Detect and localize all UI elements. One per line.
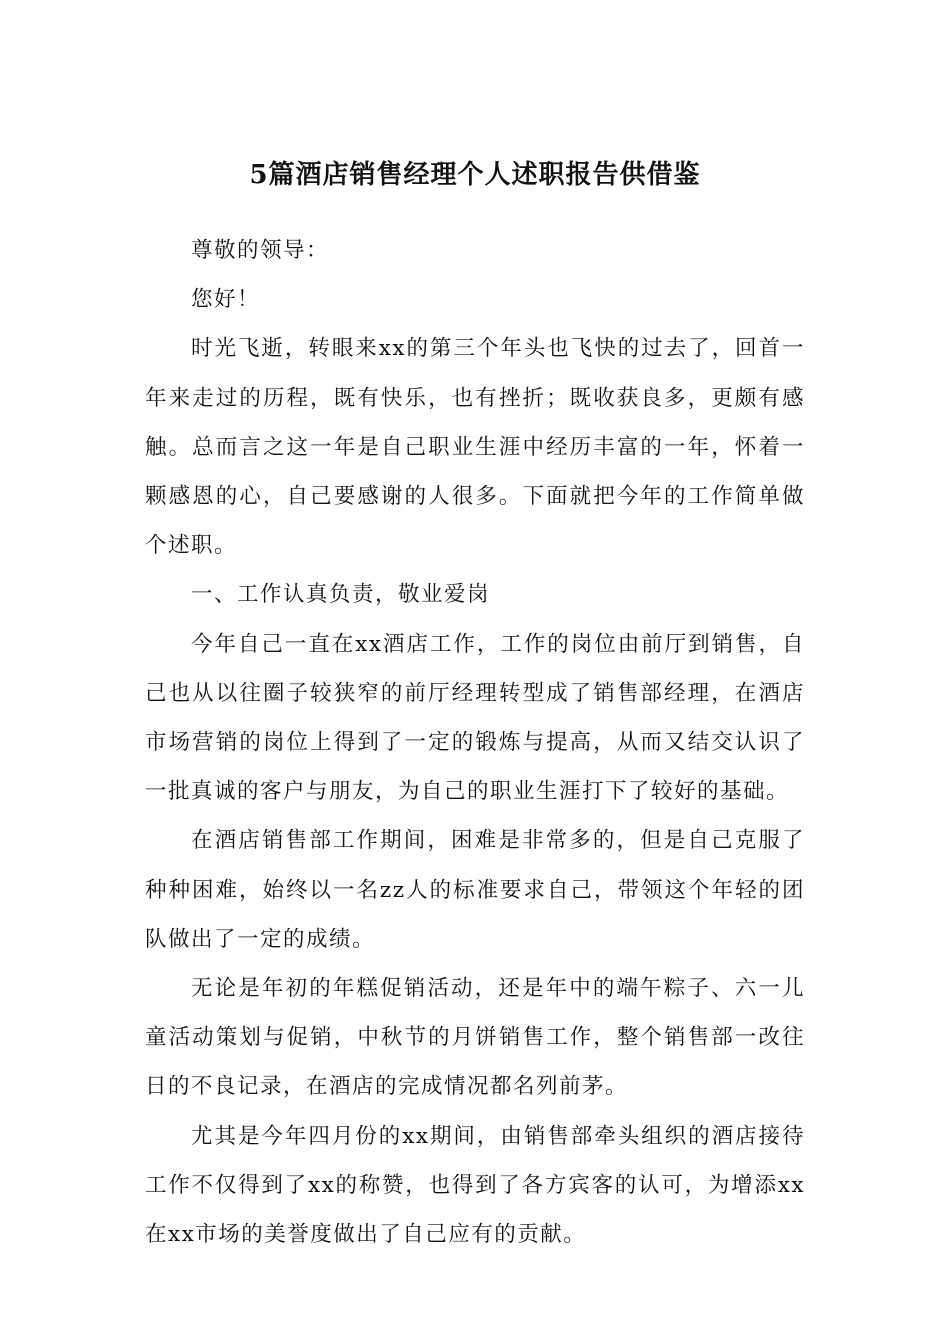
paragraph-promotions: 无论是年初的年糕促销活动，还是年中的端午粽子、六一儿童活动策划与促销，中秋节的月饼销售工作，整个销售部一改往日的不良记录，在酒店的完成情况都名列前茅。 [145, 976, 805, 1100]
section-heading-1: 一、工作认真负责，敬业爱岗 [191, 582, 491, 608]
paragraph-work-history: 今年自己一直在xx酒店工作，工作的岗位由前厅到销售，自己也从以往圈子较狭窄的前厅经理转型成了销售部经理，在酒店市场营销的岗位上得到了一定的锻炼与提高，从而又结交认识了一批真诚的客户与朋友，为自己的职业生涯打下了较好的基础。 [145, 631, 805, 805]
paragraph-intro: 时光飞逝，转眼来xx的第三个年头也飞快的过去了，回首一年来走过的历程，既有快乐，也有挫折；既收获良多，更颇有感触。总而言之这一年是自己职业生涯中经历丰富的一年，怀着一颗感恩的心，自己要感谢的人很多。下面就把今年的工作简单做个述职。 [145, 336, 805, 559]
document-body [145, 226, 805, 1259]
greeting: 您好！ [191, 287, 261, 313]
paragraph-difficulties: 在酒店销售部工作期间，困难是非常多的，但是自己克服了种种困难，始终以一名zz人的标准要求自己，带领这个年轻的团队做出了一定的成绩。 [145, 828, 805, 952]
paragraph-reception: 尤其是今年四月份的xx期间，由销售部牵头组织的酒店接待工作不仅得到了xx的称赞，也得到了各方宾客的认可，为增添xx在xx市场的美誉度做出了自己应有的贡献。 [145, 1123, 805, 1248]
salutation: 尊敬的领导： [191, 238, 330, 263]
document-title: 5篇酒店销售经理个人述职报告供借鉴 [249, 160, 701, 190]
